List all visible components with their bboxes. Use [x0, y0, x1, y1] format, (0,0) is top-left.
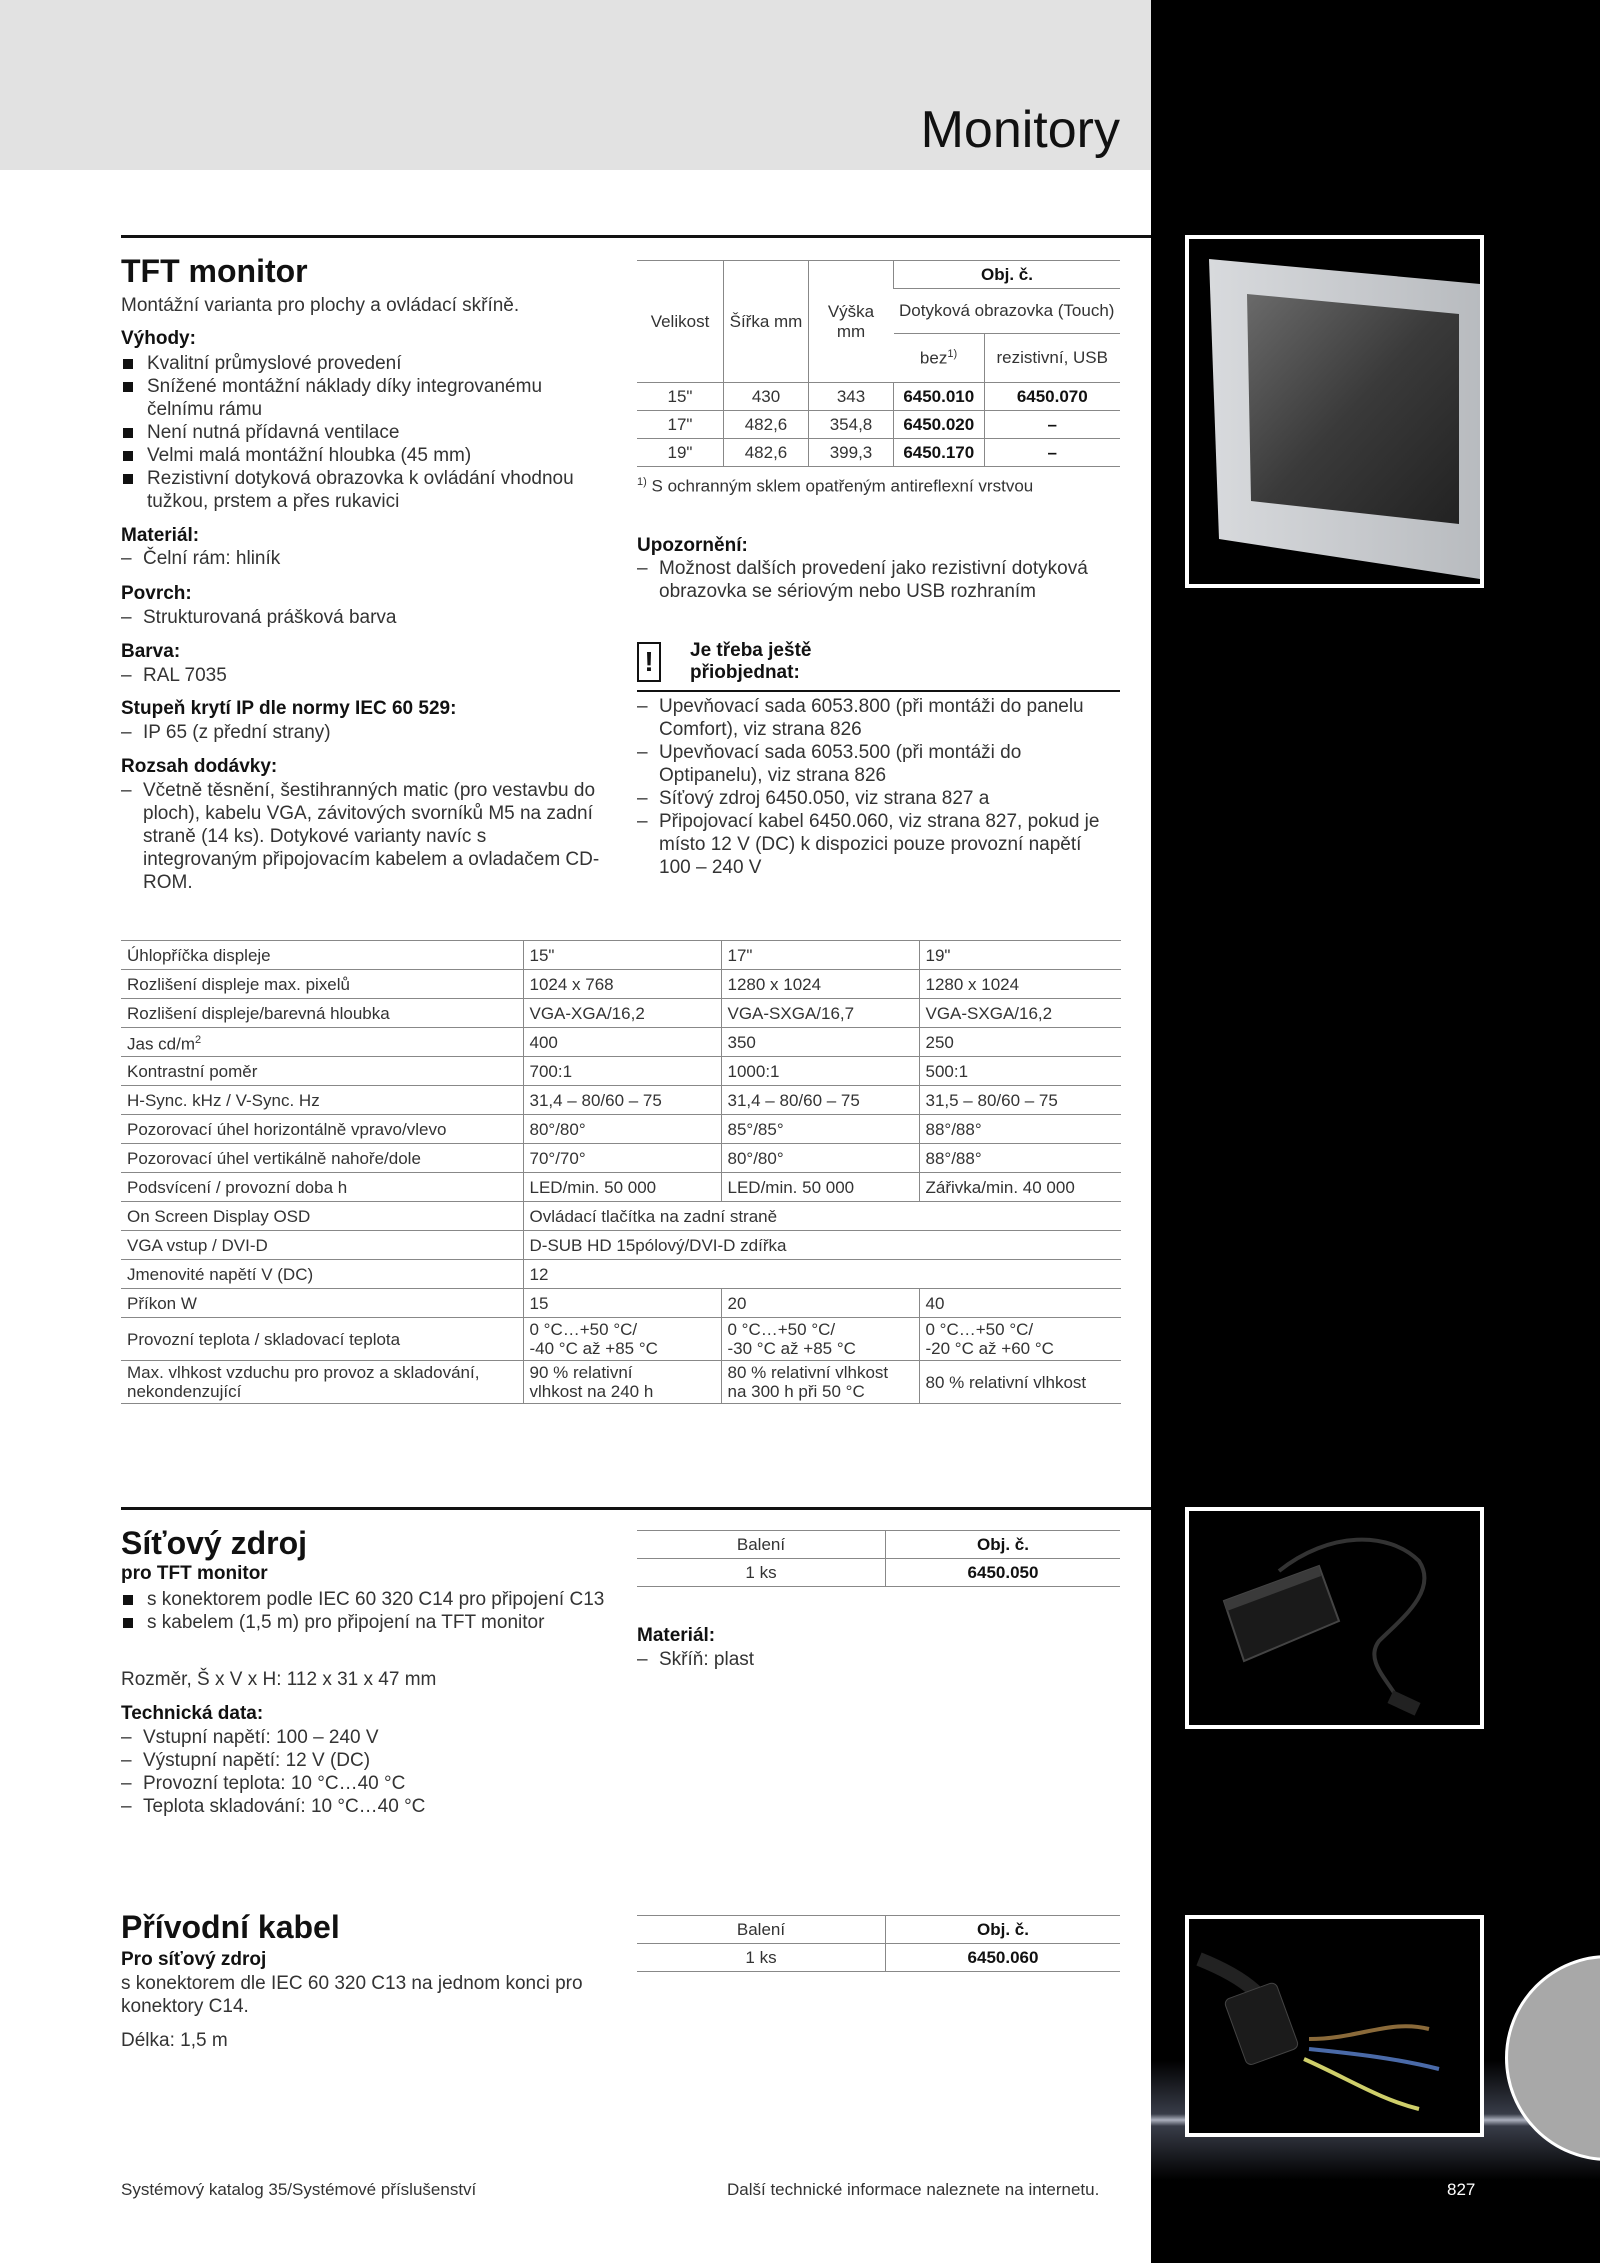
table-cell-height: 343	[809, 383, 894, 411]
spec-label-text: Kontrastní poměr	[127, 1061, 258, 1081]
spec-label	[121, 1028, 523, 1057]
spec-label	[121, 941, 523, 970]
footnote-mark: 1)	[637, 476, 647, 488]
table-cell-bez: 6450.170	[894, 439, 985, 467]
table-row	[121, 1289, 1121, 1318]
cable-photo	[1185, 1915, 1484, 2137]
color-list	[121, 664, 611, 687]
spec-value: 31,4 – 80/60 – 75	[721, 1086, 919, 1115]
table-cell-resist: –	[984, 439, 1120, 467]
monitor-image	[1189, 239, 1480, 584]
table-row	[121, 1057, 1121, 1086]
list-item: – RAL 7035	[121, 664, 611, 687]
pack-value: 1 ks	[637, 1559, 886, 1587]
psu-subtitle: pro TFT monitor	[121, 1563, 268, 1584]
section-rule	[121, 1507, 1151, 1510]
tft-order-table	[637, 260, 1120, 467]
material-list	[121, 547, 611, 570]
spec-value: 80 % relativní vlhkost	[919, 1361, 1121, 1404]
list-item: – Připojovací kabel 6450.060, viz strana 827, pokud je místo 12 V (DC) k dispozici pouze provozní napětí 100 – 240 V	[637, 810, 1107, 879]
spec-label	[121, 1115, 523, 1144]
obj-header: Obj. č.	[894, 261, 1121, 289]
spec-label	[121, 1202, 523, 1231]
spec-value: LED/min. 50 000	[523, 1173, 721, 1202]
list-item: – Čelní rám: hliník	[121, 547, 611, 570]
bez-header	[894, 334, 985, 383]
list-item: – IP 65 (z přední strany)	[121, 721, 611, 744]
spec-value: 90 % relativní vlhkost na 240 h	[523, 1361, 721, 1404]
page-title: Monitory	[920, 101, 1120, 159]
obj-header: Obj. č.	[886, 1531, 1121, 1559]
spec-value: 500:1	[919, 1057, 1121, 1086]
footer-center: Další technické informace naleznete na internetu.	[727, 2180, 1100, 2199]
spec-label	[121, 1289, 523, 1318]
spec-label	[121, 1361, 523, 1404]
spec-value: 19"	[919, 941, 1121, 970]
table-cell-height: 354,8	[809, 411, 894, 439]
cable-desc: s konektorem dle IEC 60 320 C13 na jednom konci pro konektory C14.	[121, 1973, 583, 2017]
spec-value: 88°/88°	[919, 1144, 1121, 1173]
list-item: s konektorem podle IEC 60 320 C14 pro připojení C13	[121, 1588, 611, 1611]
cable-title: Přívodní kabel	[121, 1909, 340, 1945]
advantages-list	[121, 352, 611, 513]
spec-label-text: VGA vstup / DVI-D	[127, 1235, 268, 1255]
notice-label: Upozornění:	[637, 535, 748, 556]
table-row	[121, 1361, 1121, 1404]
obj-value: 6450.050	[886, 1559, 1121, 1587]
table-row	[121, 1144, 1121, 1173]
list-item: Velmi malá montážní hloubka (45 mm)	[121, 444, 611, 467]
spec-value: 15"	[523, 941, 721, 970]
table-cell-size: 17"	[637, 411, 724, 439]
tft-title: TFT monitor	[121, 253, 308, 289]
spec-label-text: Úhlopříčka displeje	[127, 945, 271, 965]
psu-image	[1189, 1511, 1480, 1725]
page-number: 827	[1447, 2180, 1476, 2199]
table-row	[121, 1260, 1121, 1289]
footer-left: Systémový katalog 35/Systémové příslušenství	[121, 2180, 477, 2199]
spec-value: D-SUB HD 15pólový/DVI-D zdířka	[523, 1231, 1121, 1260]
psu-title: Síťový zdroj	[121, 1525, 308, 1561]
section-rule	[121, 235, 1151, 238]
table-cell-height: 399,3	[809, 439, 894, 467]
table-row	[121, 1173, 1121, 1202]
spec-label-text: Provozní teplota / skladovací teplota	[127, 1329, 401, 1349]
spec-value: 31,5 – 80/60 – 75	[919, 1086, 1121, 1115]
spec-value: VGA-SXGA/16,7	[721, 999, 919, 1028]
spec-value: 80°/80°	[523, 1115, 721, 1144]
also-order-list	[637, 695, 1107, 879]
pack-value: 1 ks	[637, 1944, 886, 1972]
bez-text: bez	[919, 348, 948, 368]
table-row	[637, 383, 1120, 411]
table-cell-bez: 6450.010	[894, 383, 985, 411]
tft-spec-table	[121, 940, 1121, 1404]
psu-material-label: Materiál:	[637, 1625, 716, 1646]
touch-header: Dotyková obrazovka (Touch)	[894, 289, 1121, 334]
advantages-label: Výhody:	[121, 328, 196, 349]
spec-value: VGA-XGA/16,2	[523, 999, 721, 1028]
resist-header: rezistivní, USB	[984, 334, 1120, 383]
psu-order-table	[637, 1530, 1120, 1587]
table-row	[637, 411, 1120, 439]
table-cell-width: 482,6	[724, 439, 809, 467]
table-row	[121, 999, 1121, 1028]
width-header: Šířka mm	[724, 261, 809, 383]
list-item: s kabelem (1,5 m) pro připojení na TFT monitor	[121, 1611, 611, 1634]
notice-list	[637, 557, 1127, 603]
list-item: – Upevňovací sada 6053.500 (při montáži do Optipanelu), viz strana 826	[637, 741, 1107, 787]
spec-value: 88°/88°	[919, 1115, 1121, 1144]
table-row	[121, 970, 1121, 999]
table-cell-width: 430	[724, 383, 809, 411]
list-item: Snížené montážní náklady díky integrovanému čelnímu rámu	[121, 375, 611, 421]
spec-label-text: Pozorovací úhel vertikálně nahoře/dole	[127, 1148, 421, 1168]
psu-photo	[1185, 1507, 1484, 1729]
spec-label-sup: 2	[195, 1033, 202, 1046]
list-item: – Možnost dalších provedení jako rezistivní dotyková obrazovka se sériovým nebo USB rozhraním	[637, 557, 1127, 603]
spec-value: 80°/80°	[721, 1144, 919, 1173]
spec-label	[121, 999, 523, 1028]
scope-label: Rozsah dodávky:	[121, 756, 278, 777]
spec-value: 350	[721, 1028, 919, 1057]
psu-dimensions: Rozměr, Š x V x H: 112 x 31 x 47 mm	[121, 1669, 437, 1690]
spec-value: 1024 x 768	[523, 970, 721, 999]
spec-label	[121, 1231, 523, 1260]
table-cell-resist: –	[984, 411, 1120, 439]
also-order-label: Je třeba ještě přiobjednat:	[690, 640, 812, 683]
spec-value: 80 % relativní vlhkost na 300 h při 50 °C	[721, 1361, 919, 1404]
cable-order-table	[637, 1915, 1120, 1972]
psu-features	[121, 1588, 611, 1634]
spec-value: 0 °C…+50 °C/ -20 °C až +60 °C	[919, 1318, 1121, 1361]
footnote-text: S ochranným sklem opatřeným antireflexní vrstvou	[651, 476, 1034, 496]
spec-value: 12	[523, 1260, 1121, 1289]
list-item: Rezistivní dotyková obrazovka k ovládání vhodnou tužkou, prstem a přes rukavici	[121, 467, 611, 513]
warning-icon: !	[637, 642, 661, 682]
table-cell-resist: 6450.070	[984, 383, 1120, 411]
tech-list	[121, 1726, 611, 1818]
spec-value: 1000:1	[721, 1057, 919, 1086]
height-header: Výška mm	[809, 261, 894, 383]
spec-value: 0 °C…+50 °C/ -40 °C až +85 °C	[523, 1318, 721, 1361]
spec-label	[121, 1144, 523, 1173]
spec-label-text: Rozlišení displeje max. pixelů	[127, 974, 350, 994]
cable-image	[1189, 1919, 1480, 2133]
table-cell-size: 15"	[637, 383, 724, 411]
spec-value: 700:1	[523, 1057, 721, 1086]
table-cell-bez: 6450.020	[894, 411, 985, 439]
table-cell-size: 19"	[637, 439, 724, 467]
spec-label-text: Podsvícení / provozní doba h	[127, 1177, 348, 1197]
also-order-rule	[637, 690, 1120, 692]
spec-value: Zářivka/min. 40 000	[919, 1173, 1121, 1202]
spec-value: 40	[919, 1289, 1121, 1318]
list-item: – Včetně těsnění, šestihranných matic (pro vestavbu do ploch), kabelu VGA, závitových svorníků M5 na zadní straně (14 ks). Dotykové varianty navíc s integrovaným připojovacím kabelem a ovladačem CD-ROM.	[121, 779, 601, 894]
spec-label-text: On Screen Display OSD	[127, 1206, 311, 1226]
footnote-sup: 1)	[947, 347, 958, 360]
spec-value: 70°/70°	[523, 1144, 721, 1173]
list-item: Není nutná přídavná ventilace	[121, 421, 611, 444]
color-label: Barva:	[121, 641, 181, 662]
table-row	[121, 1318, 1121, 1361]
surface-label: Povrch:	[121, 583, 192, 604]
material-label: Materiál:	[121, 525, 200, 546]
pack-header: Balení	[637, 1531, 886, 1559]
spec-value: 1280 x 1024	[919, 970, 1121, 999]
spec-label-text: Pozorovací úhel horizontálně vpravo/vlevo	[127, 1119, 447, 1139]
table-row	[121, 1086, 1121, 1115]
monitor-photo	[1185, 235, 1484, 588]
list-item: – Upevňovací sada 6053.800 (při montáži do panelu Comfort), viz strana 826	[637, 695, 1107, 741]
table-row	[121, 1028, 1121, 1057]
table-row	[637, 439, 1120, 467]
spec-value: 0 °C…+50 °C/ -30 °C až +85 °C	[721, 1318, 919, 1361]
spec-value: 20	[721, 1289, 919, 1318]
table-row	[121, 1202, 1121, 1231]
spec-label-text: Jas cd/m	[127, 1034, 196, 1054]
size-header: Velikost	[637, 261, 724, 383]
scope-list	[121, 779, 601, 894]
spec-value: 250	[919, 1028, 1121, 1057]
table-footnote	[637, 471, 1033, 498]
spec-value: 15	[523, 1289, 721, 1318]
tft-subtitle: Montážní varianta pro plochy a ovládací skříně.	[121, 295, 520, 316]
obj-value: 6450.060	[886, 1944, 1121, 1972]
psu-material-list	[637, 1648, 1087, 1671]
spec-label	[121, 1173, 523, 1202]
list-item: – Provozní teplota: 10 °C…40 °C	[121, 1772, 611, 1795]
spec-label	[121, 970, 523, 999]
ip-list	[121, 721, 611, 744]
spec-value: 85°/85°	[721, 1115, 919, 1144]
spec-label-text: Rozlišení displeje/barevná hloubka	[127, 1003, 390, 1023]
list-item: – Teplota skladování: 10 °C…40 °C	[121, 1795, 611, 1818]
tech-label: Technická data:	[121, 1703, 264, 1724]
table-cell-width: 482,6	[724, 411, 809, 439]
list-item: – Strukturovaná prášková barva	[121, 606, 611, 629]
list-item: – Výstupní napětí: 12 V (DC)	[121, 1749, 611, 1772]
spec-label-text: Jmenovité napětí V (DC)	[127, 1264, 314, 1284]
spec-label-text: H-Sync. kHz / V-Sync. Hz	[127, 1090, 320, 1110]
spec-value: VGA-SXGA/16,2	[919, 999, 1121, 1028]
spec-label-text: Příkon W	[127, 1293, 197, 1313]
table-row	[121, 1231, 1121, 1260]
pack-header: Balení	[637, 1916, 886, 1944]
spec-value: LED/min. 50 000	[721, 1173, 919, 1202]
spec-value: 1280 x 1024	[721, 970, 919, 999]
surface-list	[121, 606, 611, 629]
spec-value: 400	[523, 1028, 721, 1057]
spec-value: Ovládací tlačítka na zadní straně	[523, 1202, 1121, 1231]
spec-label-text: Max. vlhkost vzduchu pro provoz a skladování, nekondenzující	[127, 1363, 480, 1401]
cable-subtitle: Pro síťový zdroj	[121, 1949, 267, 1970]
spec-value: 17"	[721, 941, 919, 970]
list-item: – Síťový zdroj 6450.050, viz strana 827 a	[637, 787, 1107, 810]
list-item: – Vstupní napětí: 100 – 240 V	[121, 1726, 611, 1749]
obj-header: Obj. č.	[886, 1916, 1121, 1944]
spec-label	[121, 1318, 523, 1361]
list-item: – Skříň: plast	[637, 1648, 1087, 1671]
list-item: Kvalitní průmyslové provedení	[121, 352, 611, 375]
spec-label	[121, 1260, 523, 1289]
ip-label: Stupeň krytí IP dle normy IEC 60 529:	[121, 698, 457, 719]
table-row	[121, 941, 1121, 970]
spec-label	[121, 1086, 523, 1115]
spec-value: 31,4 – 80/60 – 75	[523, 1086, 721, 1115]
spec-label	[121, 1057, 523, 1086]
cable-length: Délka: 1,5 m	[121, 2030, 228, 2051]
table-row	[121, 1115, 1121, 1144]
